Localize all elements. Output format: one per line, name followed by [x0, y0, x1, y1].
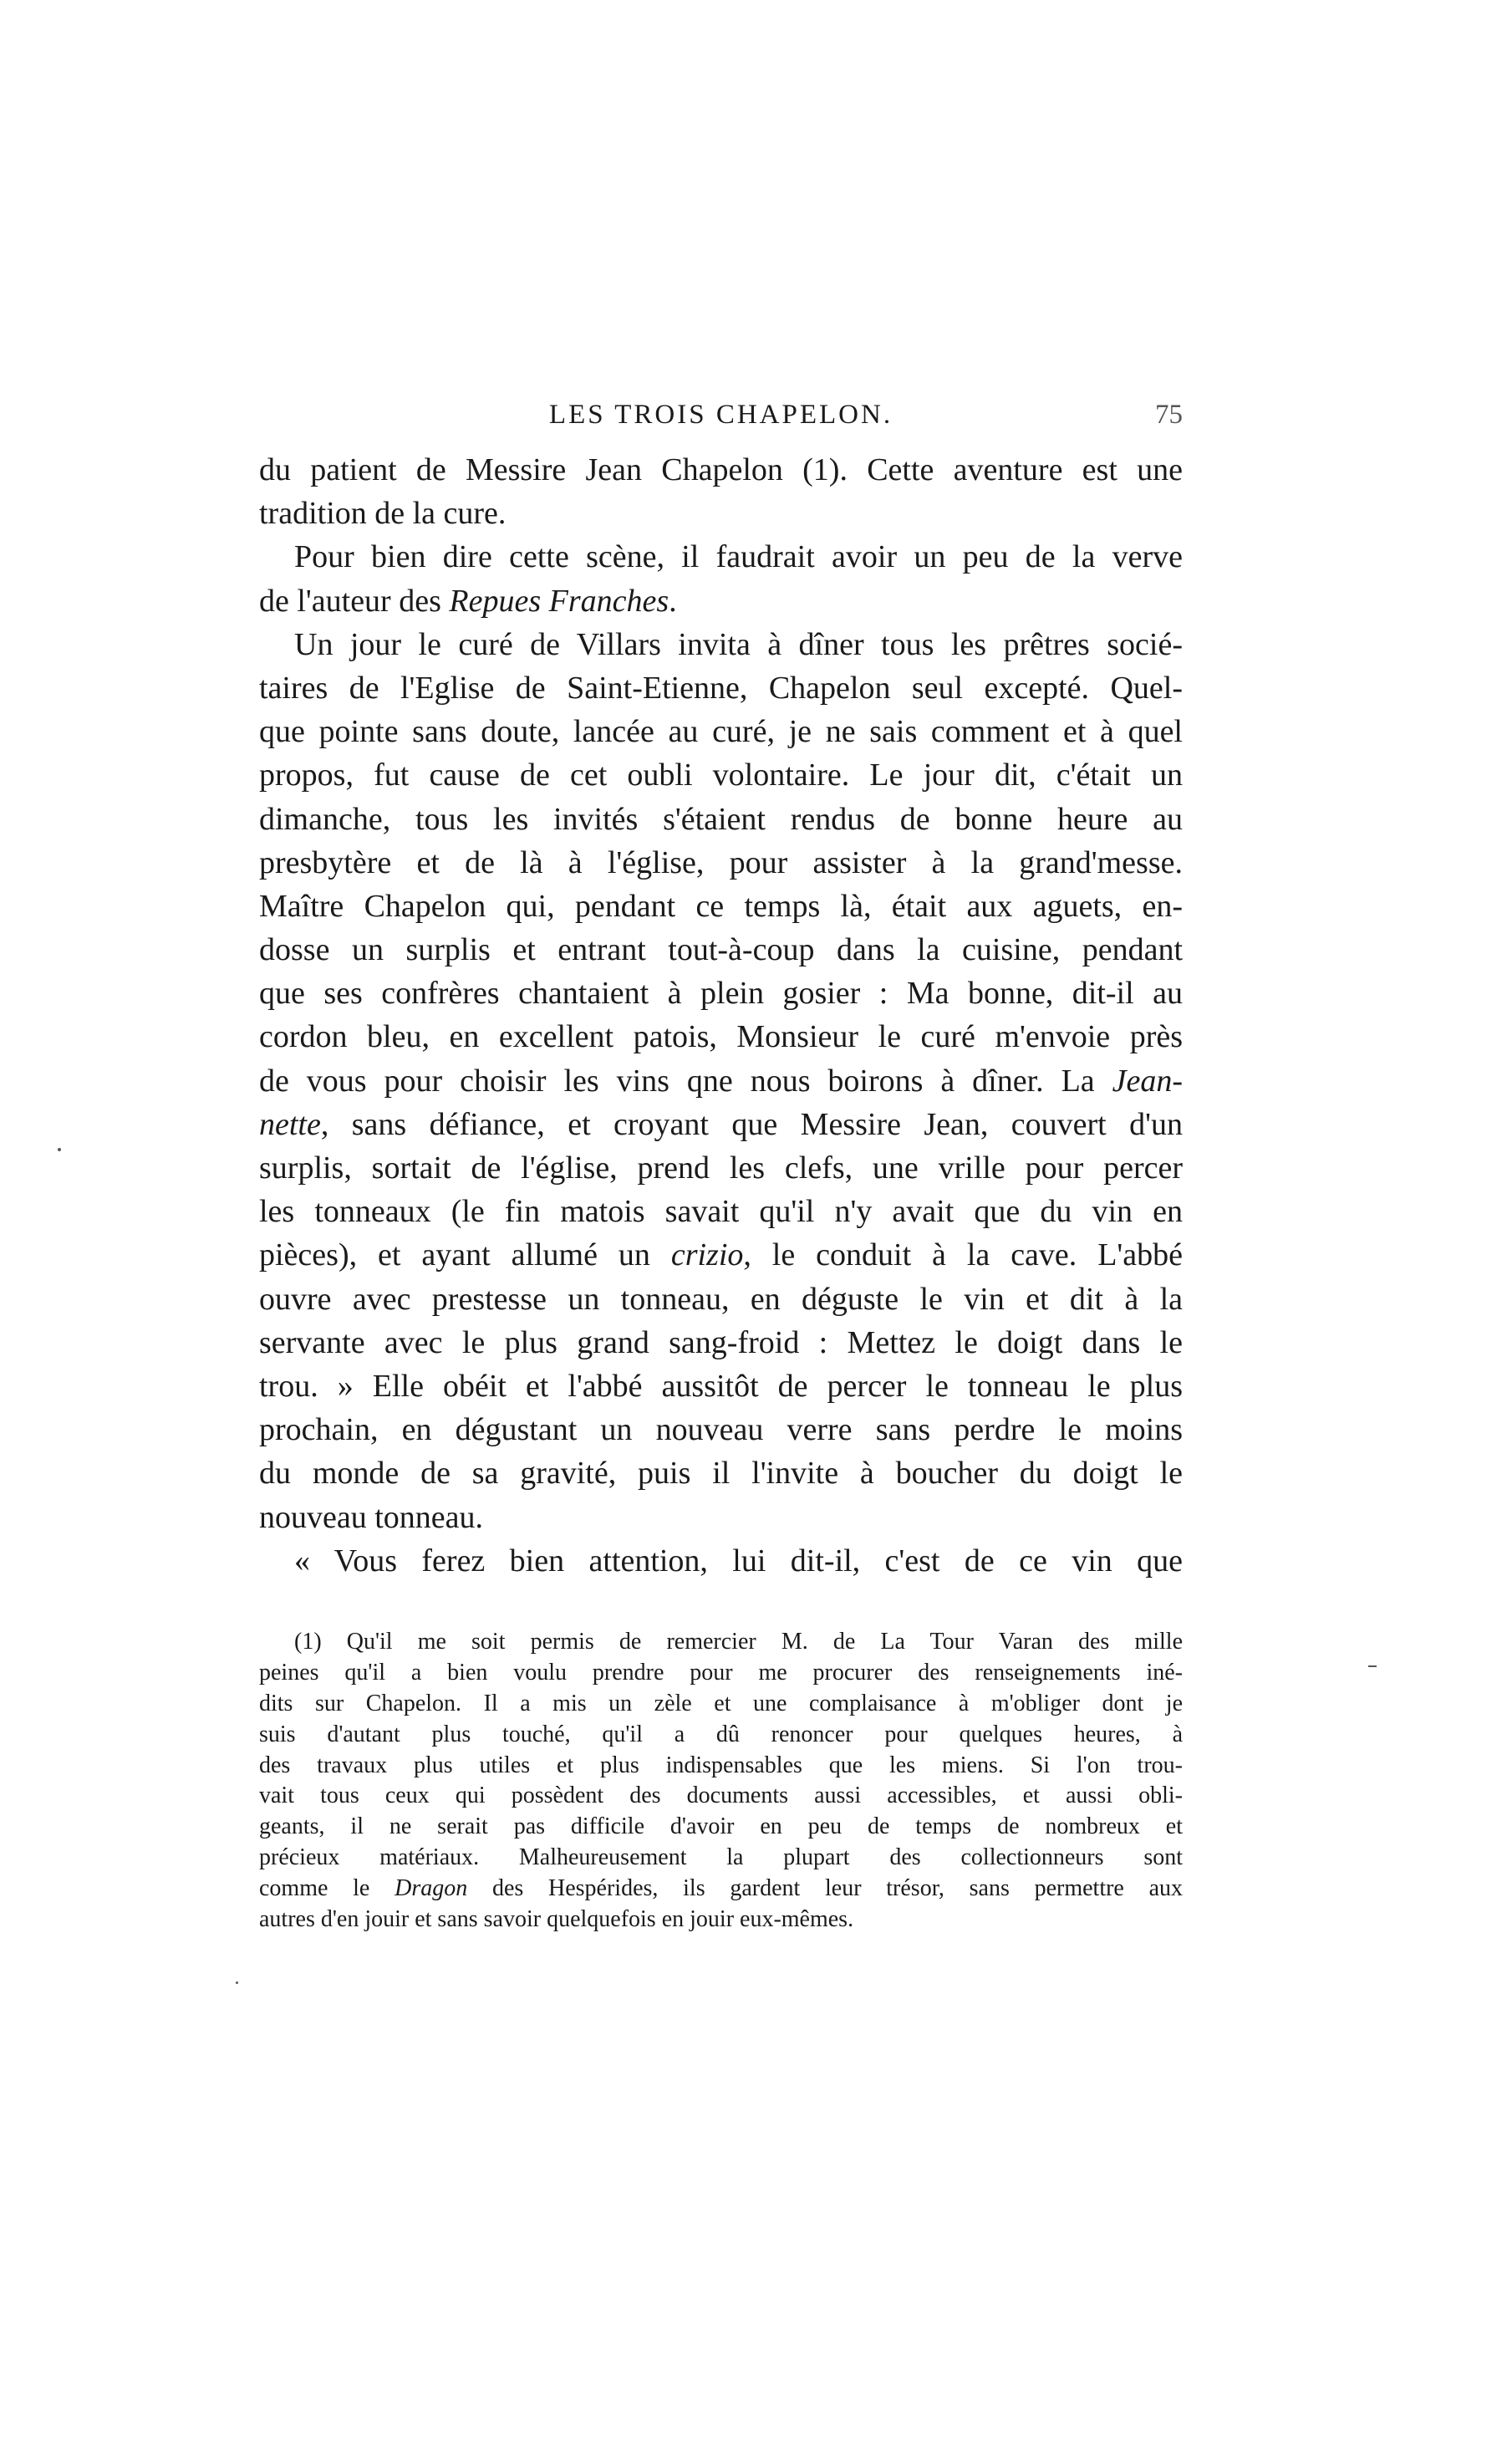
text-line: ouvre avec prestesse un tonneau, en déguste le vin et dit à la — [259, 1281, 1183, 1317]
footnote-line — [259, 1874, 1183, 1905]
text-run: , sans défiance, et croyant que Messire Jean, couvert d'un — [320, 1106, 1183, 1142]
text-line: prochain, en dégustant un nouveau verre sans perdre le moins — [259, 1412, 1183, 1448]
text-line: taires de l'Eglise de Saint-Etienne, Chapelon seul excepté. Quel- — [259, 670, 1183, 706]
main-text — [259, 448, 1183, 1583]
text-line: que pointe sans doute, lancée au curé, je ne sais comment et à quel — [259, 714, 1183, 750]
text-run: , le conduit à la cave. L'abbé — [743, 1237, 1183, 1273]
text-line: propos, fut cause de cet oubli volontaire. Le jour dit, c'était un — [259, 757, 1183, 793]
scan-speck — [1368, 1665, 1377, 1667]
text-line: Un jour le curé de Villars invita à dîner tous les prêtres socié- — [294, 626, 1183, 662]
footnote-line: vait tous ceux qui possèdent des documents aussi accessibles, et aussi obli- — [259, 1783, 1183, 1809]
running-head — [259, 400, 1183, 441]
text-line — [259, 1059, 1183, 1103]
text-line: tradition de la cure. — [259, 496, 507, 532]
text-line: surplis, sortait de l'église, prend les clefs, une vrille pour percer — [259, 1150, 1183, 1186]
text-line — [259, 579, 1183, 623]
text-line — [259, 1233, 1183, 1277]
footnote-line: geants, il ne serait pas difficile d'avoir en peu de temps de nombreux et — [259, 1813, 1183, 1840]
text-line: dimanche, tous les invités s'étaient rendus de bonne heure au — [259, 801, 1183, 837]
footnote-line: dits sur Chapelon. Il a mis un zèle et une complaisance à m'obliger dont je — [259, 1690, 1183, 1716]
text-line: du monde de sa gravité, puis il l'invite à boucher du doigt le — [259, 1456, 1183, 1492]
italic-run: Dragon — [395, 1875, 468, 1902]
text-line: nouveau tonneau. — [259, 1499, 484, 1535]
running-title: LES TROIS CHAPELON. — [548, 400, 893, 430]
text-line: Pour bien dire cette scène, il faudrait avoir un peu de la verve — [294, 539, 1183, 575]
italic-run: Repues Franches — [449, 583, 669, 619]
text-run: des Hespérides, ils gardent leur trésor, sans permettre aux — [467, 1875, 1184, 1902]
text-line: dosse un surplis et entrant tout-à-coup dans la cuisine, pendant — [259, 932, 1183, 968]
text-line: du patient de Messire Jean Chapelon (1). Cette aventure est une — [259, 452, 1183, 487]
italic-run: nette — [259, 1106, 321, 1142]
text-line: « Vous ferez bien attention, lui dit-il, c'est de ce vin que — [294, 1543, 1183, 1579]
text-line: cordon bleu, en excellent patois, Monsieur le curé m'envoie près — [259, 1019, 1183, 1055]
text-line: trou. » Elle obéit et l'abbé aussitôt de percer le tonneau le plus — [259, 1368, 1183, 1404]
text-line: que ses confrères chantaient à plein gosier : Ma bonne, dit-il au — [259, 976, 1183, 1012]
text-line: presbytère et de là à l'église, pour assister à la grand'messe. — [259, 844, 1183, 880]
italic-run: Jean- — [1112, 1063, 1183, 1099]
italic-run: crizio — [670, 1237, 744, 1273]
footnote-line: peines qu'il a bien voulu prendre pour me procurer des renseignements iné- — [259, 1659, 1183, 1686]
text-run: de l'auteur des — [259, 583, 450, 619]
footnote-line: autres d'en jouir et sans savoir quelquefois en jouir eux-mêmes. — [259, 1906, 854, 1933]
text-line — [259, 1103, 1183, 1146]
text-line: Maître Chapelon qui, pendant ce temps là, était aux aguets, en- — [259, 888, 1183, 924]
footnote-line: des travaux plus utiles et plus indispensables que les miens. Si l'on trou- — [259, 1752, 1183, 1778]
text-run: comme le — [259, 1875, 395, 1902]
scan-speck — [236, 1981, 238, 1984]
scan-speck — [58, 1148, 61, 1151]
footnote-line: suis d'autant plus touché, qu'il a dû renoncer pour quelques heures, à — [259, 1721, 1183, 1747]
text-line: les tonneaux (le fin matois savait qu'il n'y avait que du vin en — [259, 1194, 1183, 1230]
text-line: servante avec le plus grand sang-froid : Mettez le doigt dans le — [259, 1324, 1183, 1360]
footnote-line: précieux matériaux. Malheureusement la plupart des collectionneurs sont — [259, 1844, 1183, 1871]
text-run: . — [669, 583, 677, 619]
footnote — [259, 1627, 1183, 1936]
text-run: de vous pour choisir les vins qne nous boirons à dîner. La — [259, 1063, 1112, 1099]
footnote-line: (1) Qu'il me soit permis de remercier M. de La Tour Varan des mille — [294, 1629, 1183, 1655]
page-number: 75 — [1155, 400, 1183, 430]
text-run: pièces), et ayant allumé un — [259, 1237, 671, 1273]
